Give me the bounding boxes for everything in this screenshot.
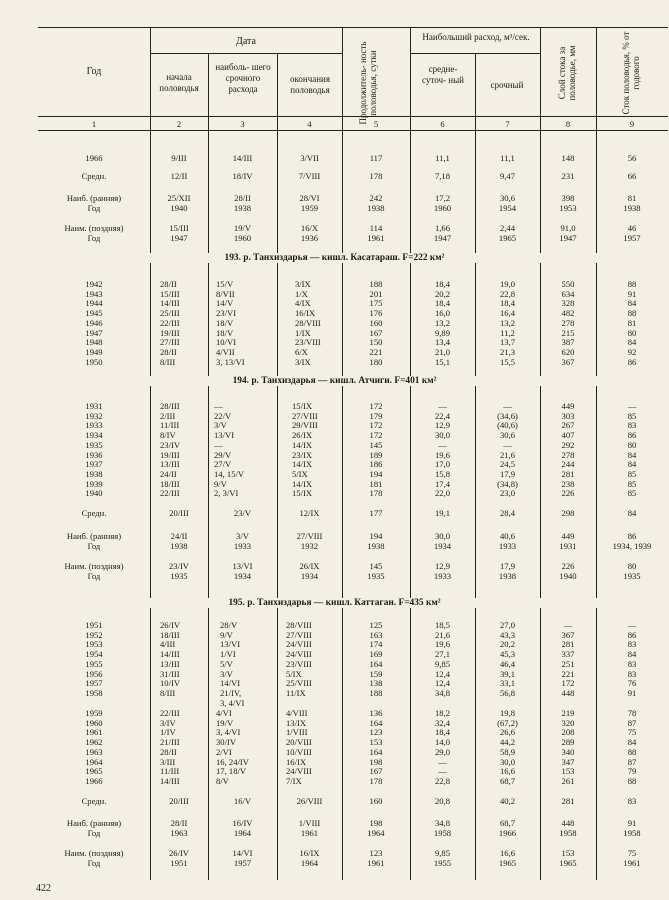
mean-layer: 281 (561, 796, 575, 806)
min-end: 26/IX 1934 (299, 561, 320, 581)
header-start-date: начала половодья (159, 72, 199, 93)
min-end: 16/IX 1964 (299, 848, 320, 868)
max-end: 1/VIII 1961 (298, 818, 321, 838)
max-daily: 34,8 1958 (433, 818, 452, 838)
mean-start: 12/II (170, 171, 188, 181)
min-layer: 153 1965 (559, 848, 577, 868)
mean-duration: 177 (369, 508, 383, 518)
header-max-flow-group: Наибольший расход, м³/сек. (422, 32, 530, 42)
min-start: 15/III 1947 (169, 223, 189, 243)
mean-peak: 23/V (233, 508, 252, 518)
max-daily: 30,0 1934 (433, 531, 452, 551)
max-percent: 81 1938 (623, 193, 641, 213)
durations-part-2: 136 164 123 153 164 198 167 178 (369, 708, 383, 786)
runoff-percents-part-1: — 86 83 84 83 83 76 91 (627, 620, 637, 698)
header-duration: Продолжитель- ность половодья, сутки (358, 41, 378, 125)
min-start: 23/IV 1935 (168, 561, 190, 581)
start-dates-part-1: 26/IV 18/III 4/III 14/III 13/III 31/III 10/IV 8/III (160, 620, 181, 698)
mean-peak: 18/IV (232, 171, 253, 181)
start-dates: 28/II 15/III 14/III 25/III 22/III 19/III 27/III 28/II 8/III (160, 279, 180, 367)
max-start: 28/II 1963 (170, 818, 188, 838)
max-layer: 448 1958 (559, 818, 577, 838)
section-title: 195. р. Танхиздарья — кишл. Каттаган. F=435 км² (0, 598, 669, 608)
durations: 188 201 175 176 160 167 150 221 180 (369, 279, 383, 367)
col-number-3: 3 (240, 119, 245, 129)
min-percent: 75 1961 (623, 848, 641, 868)
mean-layer: 298 (561, 508, 575, 518)
peak-dates-part-2: 4/VI 19/V 3, 4/VI 30/IV 2/VI 16, 24/IV 17, 18/V 8/V (216, 708, 249, 786)
header-peak-date: наиболь- шего срочного расхода (215, 62, 271, 94)
max-label: Наиб. (ранняя) Год (66, 531, 122, 551)
mean-instant: 9,47 (499, 171, 516, 181)
mean-label: Средн. (81, 171, 107, 181)
max-duration: 194 1938 (367, 531, 385, 551)
durations: 172 179 172 172 145 189 186 194 181 178 (369, 401, 383, 499)
min-end: 16/X 1936 (300, 223, 319, 243)
header-runoff-percent: Сток половодья, % от годового (621, 31, 641, 115)
min-percent: 80 1935 (623, 561, 641, 581)
min-duration: 145 1935 (367, 561, 385, 581)
min-start: 26/IV 1951 (168, 848, 190, 868)
min-percent: 46 1957 (623, 223, 641, 243)
header-instant-flow: срочный (490, 80, 524, 90)
end-dates: 3/IX 1/X 4/IX 16/IX 28/VIII 1/IX 23/VIII 6/X 3/IX (295, 279, 321, 367)
max-peak: 16/IV 1964 (232, 818, 253, 838)
runoff-percents-part-2: 78 87 75 84 88 87 79 88 (627, 708, 637, 786)
daily-flows: — 22,4 12,9 30,0 — 19,6 17,0 15,8 17,4 22,0 (434, 401, 451, 499)
min-instant: 17,9 1938 (498, 561, 517, 581)
mean-daily: 7,18 (434, 171, 451, 181)
max-end: 27/VIII 1932 (296, 531, 323, 551)
duration: 117 (369, 153, 383, 163)
max-label: Наиб. (ранняя) Год (66, 818, 122, 838)
col-number-8: 8 (565, 119, 571, 129)
mean-start: 20/III (169, 796, 189, 806)
mean-percent: 84 (627, 508, 637, 518)
mean-end: 7/VIII (298, 171, 321, 181)
runoff-percent: 56 (627, 153, 637, 163)
header-dates-group: Дата (236, 36, 256, 47)
section-title: 193. р. Танхиздарья — кишл. Касатараш. F=222 км² (0, 253, 669, 263)
end-dates-part-2: 4/VIII 13/IX 1/VIII 20/VIII 10/VIII 16/IX 24/VIII 7/IX (286, 708, 312, 786)
min-peak: 14/VI 1957 (232, 848, 253, 868)
instant-flows-part-2: 19,8 (67,2) 26,6 44,2 58,9 30,0 16,6 68,7 (497, 708, 518, 786)
runoff-layers-part-2: 219 320 208 289 340 347 153 261 (561, 708, 575, 786)
col-number-7: 7 (505, 119, 510, 129)
min-daily: 9,85 1955 (433, 848, 452, 868)
min-duration: 123 1961 (367, 848, 385, 868)
end-dates-part-1: 28/VIII 27/VIII 24/VIII 24/VIII 23/VIII 5/IX 25/VIII 11/IX (286, 620, 312, 698)
max-label: Наиб. (ранняя) Год (66, 193, 122, 213)
years-part-2: 1959 1960 1961 1962 1963 1964 1965 1966 (85, 708, 103, 786)
durations-part-1: 125 163 174 169 164 159 138 188 (369, 620, 383, 698)
runoff-percents: 88 91 84 88 81 80 84 92 86 (627, 279, 637, 367)
mean-percent: 83 (627, 796, 637, 806)
max-percent: 86 1934, 1939 (612, 531, 652, 551)
col-number-6: 6 (440, 119, 445, 129)
runoff-layers: 550 634 328 482 278 215 387 620 367 (561, 279, 575, 367)
daily-flows-part-2: 18,2 32,4 18,4 14,0 29,0 — — 22,8 (434, 708, 451, 786)
section-title: 194. р. Танхиздарья — кишл. Атчиги. F=401 км² (0, 376, 669, 386)
start-dates-part-2: 22/III 3/IV 1/IV 21/III 28/II 3/III 11/III 14/III (160, 708, 180, 786)
max-start: 24/II 1938 (170, 531, 188, 551)
peak-dates-part-1: 28/V 9/V 13/VI 1/VI 5/V 3/V 14/VI 21/IV, 3, 4/VI (220, 620, 245, 708)
min-duration: 114 1961 (367, 223, 385, 243)
max-duration: 242 1938 (367, 193, 385, 213)
max-layer: 398 1953 (559, 193, 577, 213)
peak-date: 14/III (232, 153, 253, 163)
min-layer: 226 1940 (559, 561, 577, 581)
runoff-layers: 449 303 267 407 292 278 244 281 238 226 (561, 401, 575, 499)
min-instant: 2,44 1965 (498, 223, 517, 243)
min-daily: 12,9 1933 (433, 561, 452, 581)
max-daily: 17,2 1960 (433, 193, 452, 213)
daily-flow: 11,1 (435, 153, 450, 163)
daily-flows-part-1: 18,5 21,6 19,6 27,1 9,85 12,4 12,4 34,8 (434, 620, 451, 698)
end-dates: 15/IX 27/VIII 29/VIII 26/IX 14/IX 23/IX 14/IX 5/IX 14/IX 15/IX (292, 401, 318, 499)
mean-end: 12/IX (299, 508, 320, 518)
col-number-1: 1 (91, 119, 97, 129)
mean-duration: 160 (369, 796, 383, 806)
instant-flows: 19,0 22,8 18,4 16,4 13,2 11,2 13,7 21,3 15,5 (499, 279, 516, 367)
min-instant: 16,6 1965 (498, 848, 517, 868)
max-instant: 30,6 1954 (498, 193, 517, 213)
max-instant: 40,6 1933 (498, 531, 517, 551)
mean-daily: 19,1 (434, 508, 451, 518)
mean-layer: 231 (561, 171, 575, 181)
mean-peak: 16/V (233, 796, 252, 806)
col-number-4: 4 (307, 119, 312, 129)
runoff-layer: 148 (561, 153, 575, 163)
mean-instant: 28,4 (499, 508, 516, 518)
max-duration: 198 1964 (367, 818, 385, 838)
years-part-1: 1951 1952 1953 1954 1955 1956 1957 1958 (85, 620, 103, 698)
min-label: Наим. (поздняя) Год (64, 561, 124, 581)
year: 1966 (85, 153, 103, 163)
mean-start: 20/III (169, 508, 189, 518)
instant-flow: 11,1 (500, 153, 515, 163)
mean-label: Средн. (81, 796, 107, 806)
min-daily: 1,66 1947 (433, 223, 452, 243)
instant-flows-part-1: 27,0 43,3 20,2 45,3 46,4 39,1 33,1 56,8 (499, 620, 516, 698)
mean-end: 26/VIII (296, 796, 323, 806)
header-daily-flow: средне- суточ- ный (422, 64, 464, 85)
mean-daily: 20,8 (434, 796, 451, 806)
runoff-percents: — 85 83 86 80 84 84 85 85 85 (627, 401, 637, 499)
years: 1942 1943 1944 1945 1946 1947 1948 1949 1950 (85, 279, 103, 367)
page-number: 422 (36, 883, 51, 894)
min-layer: 91,0 1947 (559, 223, 577, 243)
max-peak: 28/II 1938 (233, 193, 252, 213)
daily-flows: 18,4 20,2 18,4 16,0 13,2 9,89 13,4 21,0 15,1 (434, 279, 451, 367)
mean-label: Средн. (81, 508, 107, 518)
peak-dates: — 22/V 3/V 13/VI — 29/V 27/V 14, 15/V 9/V 2, 3/VI (214, 401, 245, 499)
header-runoff-layer: Слой стока за половодье, мм (557, 45, 577, 101)
max-end: 28/VI 1959 (299, 193, 320, 213)
min-peak: 19/V 1960 (233, 223, 252, 243)
peak-dates: 15/V 8/VII 14/V 23/VI 18/V 18/V 10/VI 4/VII 3, 13/VI (216, 279, 245, 367)
years: 1931 1932 1933 1934 1935 1936 1937 1938 1939 1940 (85, 401, 103, 499)
min-label: Наим. (поздняя) Год (64, 848, 124, 868)
end-date: 3/VII (300, 153, 319, 163)
start-dates: 28/III 2/III 11/III 8/IV 23/IV 19/III 13/III 24/II 18/III 22/III (160, 401, 181, 499)
instant-flows: — (34,6) (40,6) 30,6 — 21,6 24,5 17,9 (34,8) 23,0 (497, 401, 518, 499)
runoff-layers-part-1: — 367 281 337 251 221 172 448 (561, 620, 575, 698)
max-start: 25/XII 1940 (167, 193, 191, 213)
max-peak: 3/V 1933 (233, 531, 252, 551)
mean-duration: 178 (369, 171, 383, 181)
max-instant: 68,7 1966 (498, 818, 517, 838)
min-label: Наим. (поздняя) Год (64, 223, 124, 243)
col-number-2: 2 (176, 119, 182, 129)
header-end-date: окончания половодья (289, 74, 331, 95)
col-number-9: 9 (629, 119, 635, 129)
min-peak: 13/VI 1934 (232, 561, 253, 581)
mean-percent: 66 (627, 171, 637, 181)
max-layer: 449 1931 (559, 531, 577, 551)
col-number-5: 5 (373, 119, 379, 129)
start-date: 9/III (171, 153, 187, 163)
header-year: Год (86, 66, 102, 77)
max-percent: 91 1958 (623, 818, 641, 838)
mean-instant: 40,2 (499, 796, 516, 806)
